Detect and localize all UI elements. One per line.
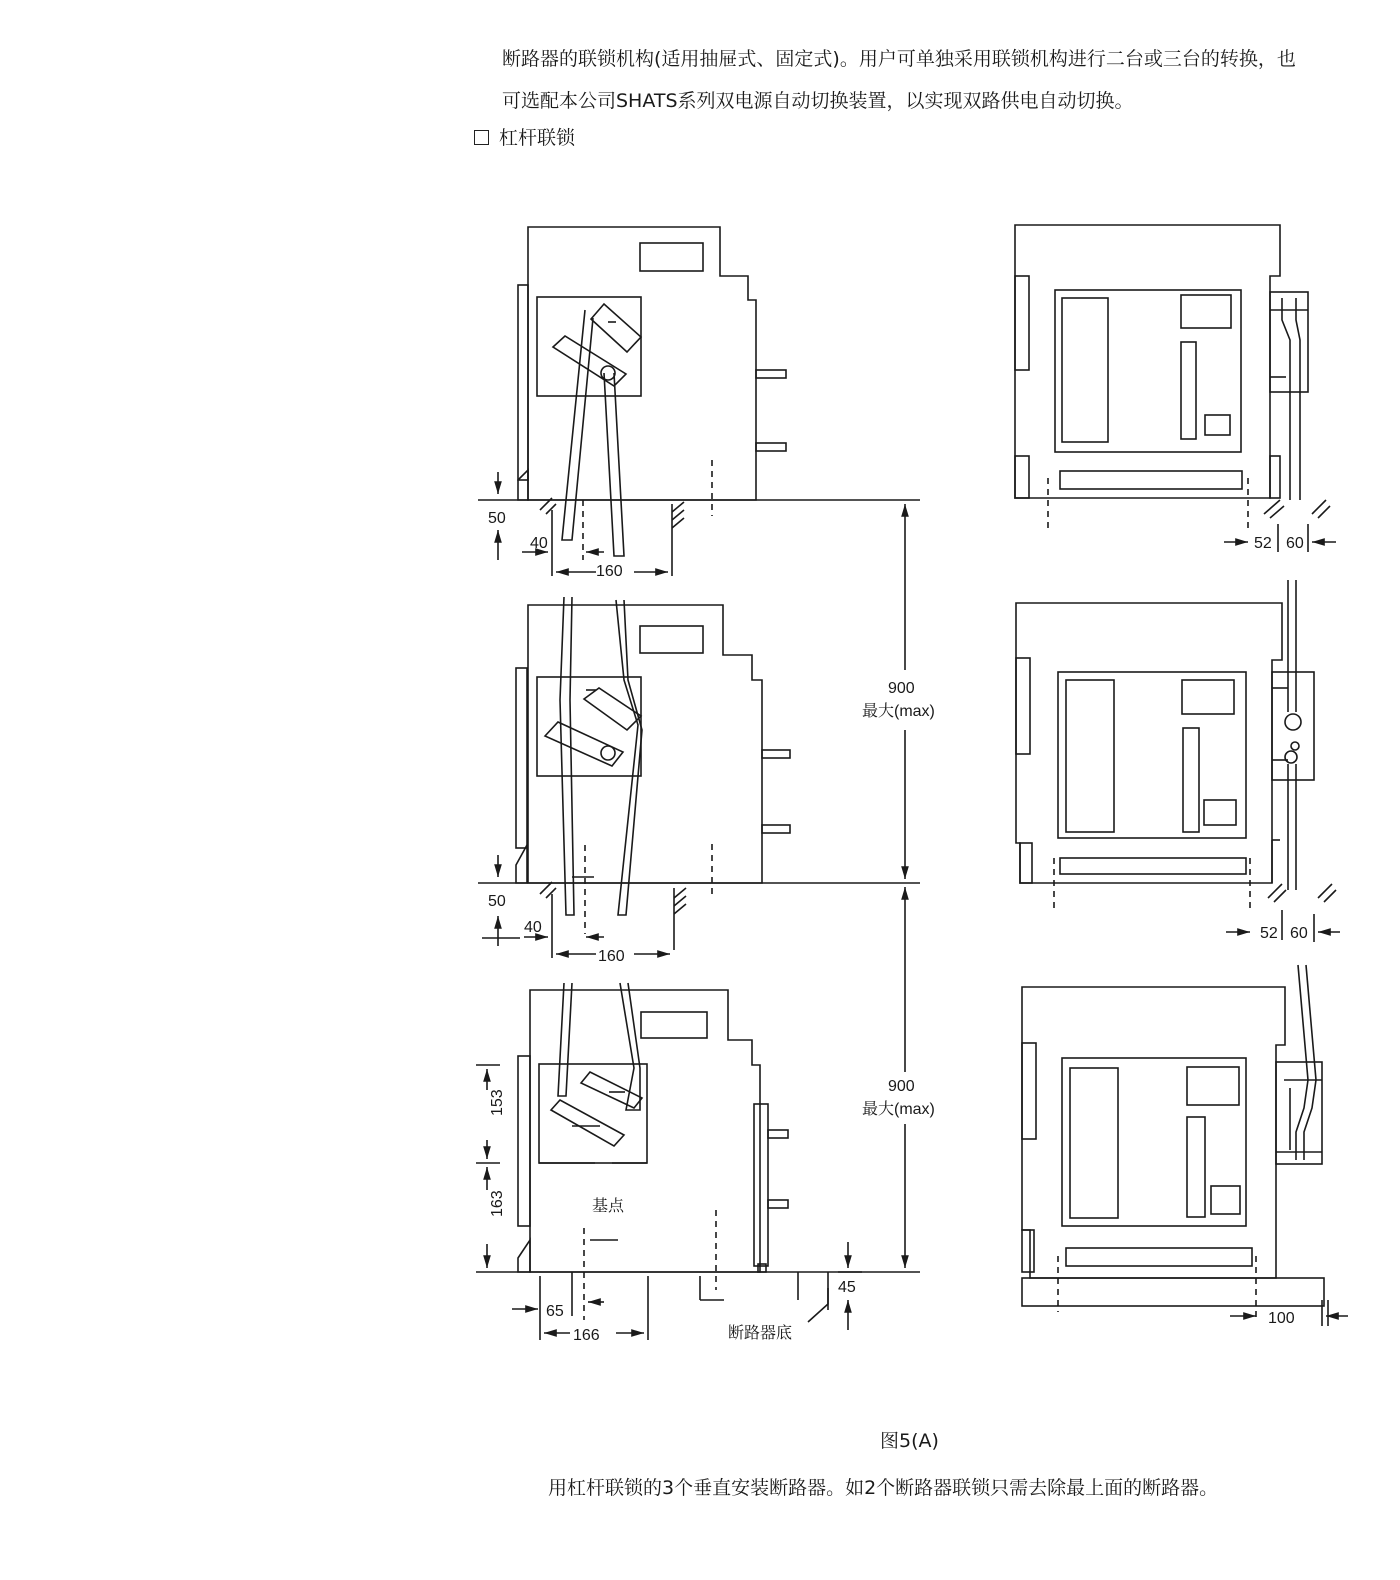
dim-top-50: 50 — [488, 510, 506, 527]
figure-caption: 图5(A) — [880, 1430, 939, 1452]
dim-top-right-60: 60 — [1286, 535, 1304, 552]
span-upper-label: 最大(max) — [862, 703, 935, 720]
span-upper-value: 900 — [888, 680, 915, 697]
span-lower-label: 最大(max) — [862, 1101, 935, 1118]
breaker-bottom-label: 断路器底 — [728, 1325, 793, 1342]
dim-mid-right-60: 60 — [1290, 925, 1308, 942]
dim-bottom-153: 153 — [489, 1089, 506, 1116]
breaker-side-view-middle — [478, 597, 920, 958]
dim-bottom-45: 45 — [838, 1279, 856, 1296]
dim-bottom-166: 166 — [573, 1327, 600, 1344]
dim-mid-50: 50 — [488, 893, 506, 910]
intro-line-1: 断路器的联锁机构(适用抽屉式、固定式)。用户可单独采用联锁机构进行二台或三台的转换，也 — [502, 48, 1296, 70]
base-point-label: 基点 — [592, 1198, 625, 1215]
dim-mid-40: 40 — [524, 919, 542, 936]
dimension-labels — [488, 510, 1308, 1344]
breaker-side-view-top — [478, 227, 920, 576]
dim-bottom-right-100: 100 — [1268, 1310, 1295, 1327]
breaker-front-view-bottom — [1022, 965, 1348, 1326]
dim-top-right-52: 52 — [1254, 535, 1272, 552]
dim-top-160: 160 — [596, 563, 623, 580]
dim-bottom-65: 65 — [546, 1303, 564, 1320]
dim-top-40: 40 — [530, 535, 548, 552]
span-lower-value: 900 — [888, 1078, 915, 1095]
breaker-front-view-top — [1015, 225, 1336, 552]
intro-line-2: 可选配本公司SHATS系列双电源自动切换装置，以实现双路供电自动切换。 — [502, 90, 1134, 112]
breaker-front-view-middle — [1016, 580, 1340, 942]
dim-mid-right-52: 52 — [1260, 925, 1278, 942]
figure-note: 用杠杆联锁的3个垂直安装断路器。如2个断路器联锁只需去除最上面的断路器。 — [548, 1477, 1219, 1499]
section-title: 杠杆联锁 — [499, 127, 576, 149]
dim-bottom-163: 163 — [489, 1190, 506, 1217]
dim-mid-160: 160 — [598, 948, 625, 965]
